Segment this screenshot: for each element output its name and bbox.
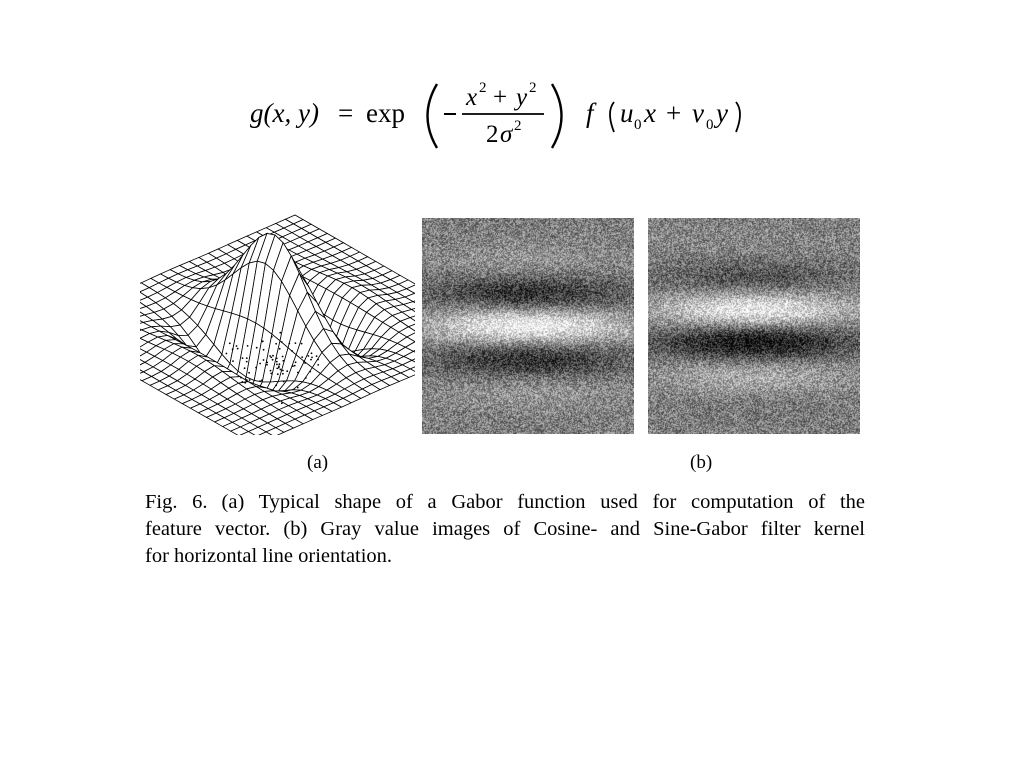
formula-arg-v: v — [692, 98, 704, 128]
surface-trough-dot — [308, 355, 310, 357]
surface-trough-dot — [262, 340, 264, 342]
surface-trough-dot — [263, 359, 265, 361]
caption-line-1 — [145, 489, 865, 516]
subfigure-label-a: (a) — [307, 452, 329, 473]
formula-arg-x: x — [644, 98, 656, 128]
formula-num-y-power: 2 — [529, 80, 537, 96]
gabor-surface-mesh — [140, 210, 415, 435]
gabor-surface-plot — [140, 210, 415, 435]
cosine-gabor-kernel-image — [422, 218, 634, 434]
surface-trough-dot — [310, 359, 312, 361]
surface-trough-dot — [295, 361, 297, 363]
surface-trough-dot — [246, 357, 248, 359]
subfigure-label-b: (b) — [690, 452, 713, 473]
surface-trough-dot — [283, 381, 285, 383]
formula-num-plus: + — [493, 84, 508, 111]
surface-trough-dot — [240, 377, 242, 379]
formula-arg-u-sub: 0 — [634, 117, 642, 133]
surface-trough-dot — [236, 345, 238, 347]
surface-trough-dot — [291, 350, 293, 352]
surface-trough-dot — [275, 385, 277, 387]
surface-trough-dot — [246, 361, 248, 363]
surface-trough-dot — [232, 360, 234, 362]
surface-trough-dot — [311, 352, 313, 354]
surface-trough-dot — [276, 368, 278, 370]
surface-trough-dot — [269, 355, 271, 357]
surface-trough-dot — [279, 332, 281, 334]
surface-trough-dot — [261, 379, 263, 381]
formula-den-coef: 2 — [486, 121, 499, 148]
surface-trough-dot — [247, 345, 249, 347]
surface-trough-dot — [304, 362, 306, 364]
surface-trough-dot — [226, 353, 228, 355]
surface-trough-dot — [244, 382, 246, 384]
formula-arg-y: y — [716, 98, 728, 128]
surface-trough-dot — [317, 364, 319, 366]
caption-line-1-text: (a) Typical shape of a Gabor function used for computation of the — [221, 491, 865, 513]
surface-trough-dot — [279, 348, 281, 350]
surface-trough-dot — [263, 349, 265, 351]
surface-trough-dot — [229, 342, 231, 344]
surface-trough-dot — [311, 357, 313, 359]
surface-trough-dot — [297, 387, 299, 389]
surface-trough-dot — [280, 369, 282, 371]
formula-arg-left-paren — [610, 102, 614, 132]
surface-trough-dot — [244, 367, 246, 369]
formula-arg-plus: + — [666, 98, 682, 128]
surface-trough-dot — [279, 363, 281, 365]
surface-trough-dot — [278, 365, 280, 367]
surface-trough-dot — [305, 377, 307, 379]
surface-trough-dot — [282, 356, 284, 358]
surface-trough-dot — [272, 355, 274, 357]
formula-equals: = — [338, 98, 354, 128]
surface-trough-dot — [259, 380, 261, 382]
formula-num-x-power: 2 — [479, 80, 487, 96]
surface-trough-dot — [282, 373, 284, 375]
formula-arg-v-sub: 0 — [706, 117, 714, 133]
surface-trough-dot — [301, 356, 303, 358]
figure-number: Fig. 6. — [145, 491, 208, 513]
formula-function: f — [586, 98, 594, 128]
surface-trough-dot — [237, 348, 239, 350]
surface-trough-dot — [277, 373, 279, 375]
formula-right-paren — [552, 84, 562, 148]
surface-trough-dot — [270, 370, 272, 372]
surface-trough-dot — [232, 348, 234, 350]
sine-gabor-kernel-image — [648, 218, 860, 434]
surface-trough-dot — [309, 371, 311, 373]
formula-den-sigma: σ — [500, 121, 513, 148]
surface-trough-dot — [245, 379, 247, 381]
surface-trough-dot — [282, 370, 284, 372]
formula-num-x: x — [466, 84, 478, 111]
surface-trough-dot — [276, 364, 278, 366]
surface-trough-dot — [317, 359, 319, 361]
surface-trough-dot — [249, 379, 251, 381]
surface-trough-dot — [259, 363, 261, 365]
surface-trough-dot — [316, 355, 318, 357]
surface-trough-dot — [272, 389, 274, 391]
surface-trough-dot — [266, 362, 268, 364]
surface-trough-dot — [286, 370, 288, 372]
surface-trough-dot — [303, 361, 305, 363]
surface-trough-dot — [275, 343, 277, 345]
surface-trough-dot — [270, 373, 272, 375]
formula-arg-u: u — [620, 98, 634, 128]
gabor-formula — [0, 70, 1024, 160]
surface-trough-dot — [294, 365, 296, 367]
caption-line-2: feature vector. (b) Gray value images of Cosine- and Sine-Gabor filter kernel — [145, 518, 865, 540]
formula-num-y: y — [516, 84, 528, 111]
figure-caption — [145, 489, 865, 570]
surface-trough-dot — [256, 347, 258, 349]
surface-trough-dot — [281, 341, 283, 343]
surface-trough-dot — [295, 342, 297, 344]
caption-line-3: for horizontal line orientation. — [145, 545, 393, 567]
surface-trough-dot — [248, 372, 250, 374]
surface-trough-dot — [270, 357, 272, 359]
formula-arg-right-paren — [736, 102, 740, 132]
surface-trough-dot — [292, 365, 294, 367]
surface-trough-dot — [301, 343, 303, 345]
formula-left-paren — [428, 84, 438, 148]
formula-exp: exp — [366, 98, 405, 128]
surface-trough-dot — [297, 372, 299, 374]
surface-trough-dot — [282, 360, 284, 362]
surface-trough-dot — [281, 402, 283, 404]
formula-den-power: 2 — [514, 118, 522, 134]
surface-trough-dot — [276, 361, 278, 363]
formula-lhs: g(x, y) — [250, 98, 319, 128]
surface-trough-dot — [276, 358, 278, 360]
surface-trough-dot — [266, 364, 268, 366]
surface-trough-dot — [242, 357, 244, 359]
surface-trough-dot — [288, 343, 290, 345]
surface-trough-dot — [272, 359, 274, 361]
surface-trough-dot — [271, 336, 273, 338]
surface-trough-dot — [242, 381, 244, 383]
surface-trough-dot — [255, 367, 257, 369]
